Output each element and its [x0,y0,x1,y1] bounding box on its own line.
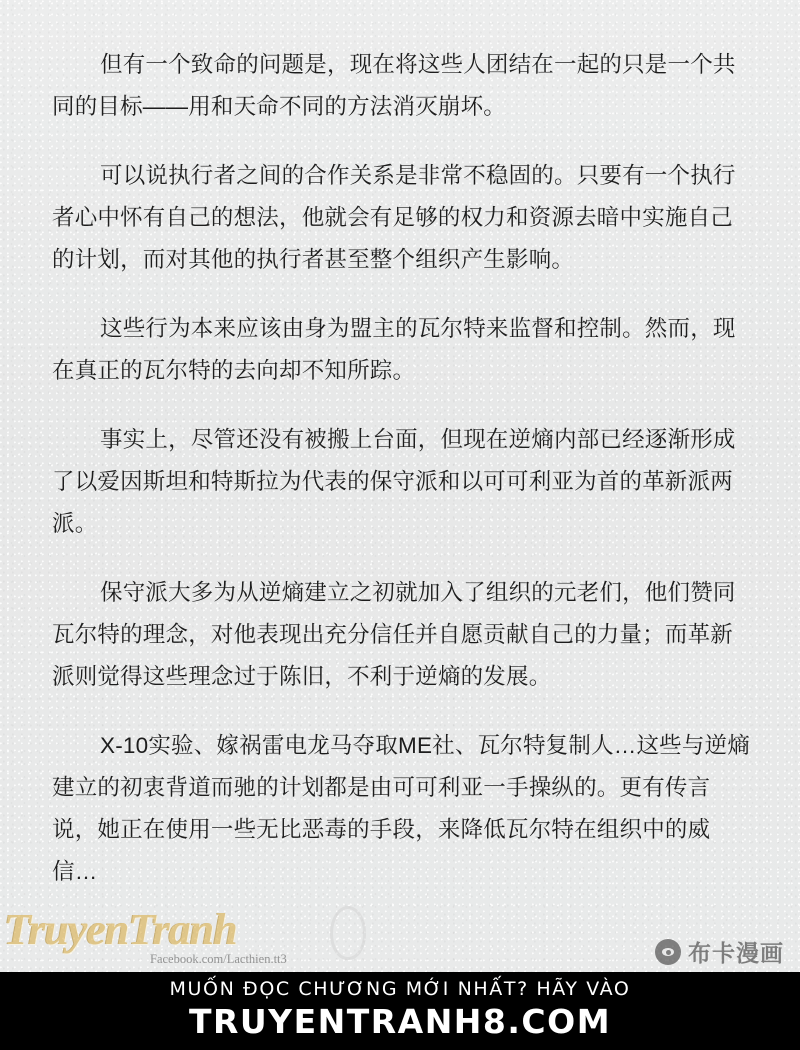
watermark-facebook-link: Facebook.com/Lacthien.tt3 [150,952,287,966]
story-text-column [52,44,752,893]
watermark-truyentranh [0,902,380,972]
footer-promo-text: MUỐN ĐỌC CHƯƠNG MỚI NHẤT? HÃY VÀO [169,978,631,1000]
paragraph: 可以说执行者之间的合作关系是非常不稳固的。只要有一个执行者心中怀有自己的想法，他就会有足够的权力和资源去暗中实施自己的计划，而对其他的执行者甚至整个组织产生影响。 [52,163,736,272]
paragraph: 事实上，尽管还没有被搬上台面，但现在逆熵内部已经逐渐形成了以爱因斯坦和特斯拉为代表的保守派和以可可利亚为首的革新派两派。 [52,427,736,536]
paragraph: X-10实验、嫁祸雷电龙马夺取ME社、瓦尔特复制人…这些与逆熵建立的初衷背道而驰的计划都是由可可利亚一手操纵的。更有传言说，她正在使用一些无比恶毒的手段，来降低瓦尔特在组织中的威信… [52,733,750,884]
paragraph: 这些行为本来应该由身为盟主的瓦尔特来监督和控制。然而，现在真正的瓦尔特的去向却不知所踪。 [52,316,736,383]
watermark-buka-manga [655,935,784,968]
watermark-logo-text: TruyenTranh [4,905,237,954]
watermark-ring-icon [330,906,366,960]
eye-icon [655,939,681,965]
watermark-buka-label: 布卡漫画 [688,941,784,967]
paragraph: 保守派大多为从逆熵建立之初就加入了组织的元老们，他们赞同瓦尔特的理念，对他表现出充分信任并自愿贡献自己的力量；而革新派则觉得这些理念过于陈旧，不利于逆熵的发展。 [52,580,736,689]
paragraph: 但有一个致命的问题是，现在将这些人团结在一起的只是一个共同的目标——用和天命不同的方法消灭崩坏。 [52,52,736,119]
footer-site-url: TRUYENTRANH8.COM [188,1002,612,1041]
footer-promo-banner [0,972,800,1050]
